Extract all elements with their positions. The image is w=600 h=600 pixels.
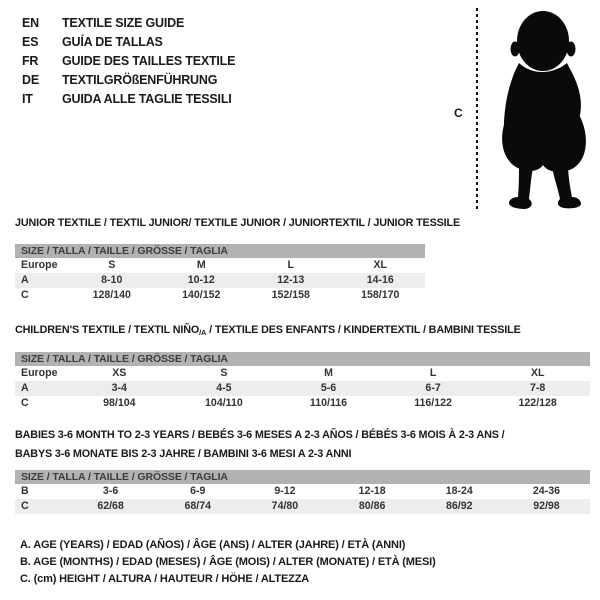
size-table-header: SIZE / TALLA / TAILLE / GRÖSSE / TAGLIA — [15, 244, 425, 258]
table-row — [15, 366, 590, 381]
size-cell: M — [196, 259, 206, 271]
language-code: IT — [22, 92, 33, 106]
language-code: DE — [22, 73, 39, 87]
size-cell: 12-18 — [358, 485, 386, 497]
table-row — [15, 396, 590, 411]
row-label: C — [21, 397, 29, 409]
row-label: A — [21, 274, 29, 286]
table-row — [15, 288, 425, 303]
size-cell: 86/92 — [446, 500, 473, 512]
language-row — [22, 71, 235, 90]
table-row — [15, 484, 590, 499]
section-junior-textile — [15, 215, 461, 303]
size-cell: S — [108, 259, 116, 271]
height-measure-label: C — [454, 106, 463, 120]
size-cell: 128/140 — [92, 289, 131, 301]
toddler-silhouette-icon — [486, 7, 600, 211]
size-cell: 122/128 — [518, 397, 557, 409]
size-table-body — [15, 484, 590, 514]
section-title-text: JUNIOR TEXTILE / TEXTIL JUNIOR/ TEXTILE JUNIOR / JUNIORTEXTIL / JUNIOR TESSILE — [15, 217, 461, 229]
guide-title: GUÍA DE TALLAS — [62, 35, 163, 49]
section-children-textile — [15, 322, 590, 411]
section-title-text: / TEXTILE DES ENFANTS / KINDERTEXTIL / BAMBINI TESSILE — [206, 324, 521, 336]
note-age-months: B. AGE (MONTHS) / EDAD (MESES) / ÂGE (MOIS) / ALTER (MONATE) / ETÀ (MESI) — [20, 556, 436, 568]
section-title — [15, 215, 461, 234]
size-cell: 80/86 — [358, 500, 386, 512]
size-cell: XL — [530, 367, 545, 379]
size-cell: 12-13 — [277, 274, 305, 286]
note-height-cm: C. (cm) HEIGHT / ALTURA / HAUTEUR / HÖHE / ALTEZZA — [20, 573, 310, 585]
height-measure-dashed-line — [476, 8, 478, 209]
size-cell: 5-6 — [320, 382, 337, 394]
size-table-header: SIZE / TALLA / TAILLE / GRÖSSE / TAGLIA — [15, 352, 590, 366]
size-table-body — [15, 366, 590, 411]
size-cell: 116/122 — [414, 397, 452, 409]
size-cell: 6-9 — [190, 485, 206, 497]
size-cell: L — [287, 259, 294, 271]
size-table-header: SIZE / TALLA / TAILLE / GRÖSSE / TAGLIA — [15, 470, 590, 484]
section-babies-textile — [15, 427, 590, 514]
height-figure — [450, 5, 600, 215]
language-code: FR — [22, 54, 39, 68]
size-cell: 110/116 — [309, 397, 348, 409]
size-cell: 7-8 — [530, 382, 546, 394]
language-code: ES — [22, 35, 39, 49]
language-code: EN — [22, 16, 39, 30]
note-age-years: A. AGE (YEARS) / EDAD (AÑOS) / ÂGE (ANS) / ALTER (JAHRE) / ETÀ (ANNI) — [20, 539, 406, 551]
size-cell: 68/74 — [184, 500, 212, 512]
guide-title: TEXTILGRÖßENFÜHRUNG — [62, 73, 218, 87]
section-title — [15, 427, 590, 446]
size-cell: 158/170 — [361, 289, 400, 301]
size-cell: M — [324, 367, 333, 379]
guide-title: TEXTILE SIZE GUIDE — [62, 16, 185, 30]
section-title-text: BABIES 3-6 MONTH TO 2-3 YEARS / BEBÉS 3-6 MESES A 2-3 AÑOS / BÉBÉS 3-6 MOIS À 2-3 ANS / — [15, 429, 505, 441]
size-cell: XS — [112, 367, 127, 379]
language-row — [22, 52, 235, 71]
size-cell: 6-7 — [425, 382, 441, 394]
section-title-text: CHILDREN'S TEXTILE / TEXTIL NIÑO — [15, 324, 200, 336]
section-title-subscript: /A — [199, 328, 207, 337]
legend-notes — [20, 537, 436, 588]
row-label: B — [21, 485, 29, 497]
size-cell: 140/152 — [182, 289, 221, 301]
table-row — [15, 499, 590, 514]
table-row — [15, 273, 425, 288]
size-cell: 18-24 — [445, 485, 473, 497]
size-cell: 9-12 — [274, 485, 296, 497]
guide-title: GUIDA ALLE TAGLIE TESSILI — [62, 92, 232, 106]
size-cell: 3-4 — [111, 382, 127, 394]
size-cell: 62/68 — [97, 500, 124, 512]
size-cell: 14-16 — [366, 274, 394, 286]
table-row — [15, 258, 425, 273]
size-cell: 24-36 — [532, 485, 560, 497]
size-cell: 10-12 — [187, 274, 215, 286]
row-label: A — [21, 382, 29, 394]
size-cell: 104/110 — [205, 397, 243, 409]
row-label: C — [21, 500, 29, 512]
row-label: Europe — [21, 367, 58, 379]
size-cell: S — [220, 367, 228, 379]
language-row — [22, 90, 235, 109]
section-title — [15, 322, 590, 341]
section-title-line2: BABYS 3-6 MONATE BIS 2-3 JAHRE / BAMBINI 3-6 MESI A 2-3 ANNI — [15, 448, 352, 460]
guide-title: GUIDE DES TAILLES TEXTILE — [62, 54, 236, 68]
junior-size-table — [15, 244, 425, 303]
size-cell: 92/98 — [533, 500, 560, 512]
babies-size-table — [15, 470, 590, 514]
table-row — [15, 381, 590, 396]
size-cell: 3-6 — [102, 485, 119, 497]
size-cell: 152/158 — [271, 289, 310, 301]
language-row — [22, 33, 235, 52]
row-label: C — [21, 289, 29, 301]
size-cell: L — [429, 367, 437, 379]
size-table-body — [15, 258, 425, 303]
language-title-list — [22, 14, 235, 109]
size-cell: XL — [373, 259, 388, 271]
size-cell: 4-5 — [216, 382, 232, 394]
size-cell: 98/104 — [103, 397, 136, 409]
language-row — [22, 14, 235, 33]
row-label: Europe — [21, 259, 58, 271]
size-cell: 8-10 — [101, 274, 123, 286]
children-size-table — [15, 352, 590, 411]
size-cell: 74/80 — [271, 500, 299, 512]
